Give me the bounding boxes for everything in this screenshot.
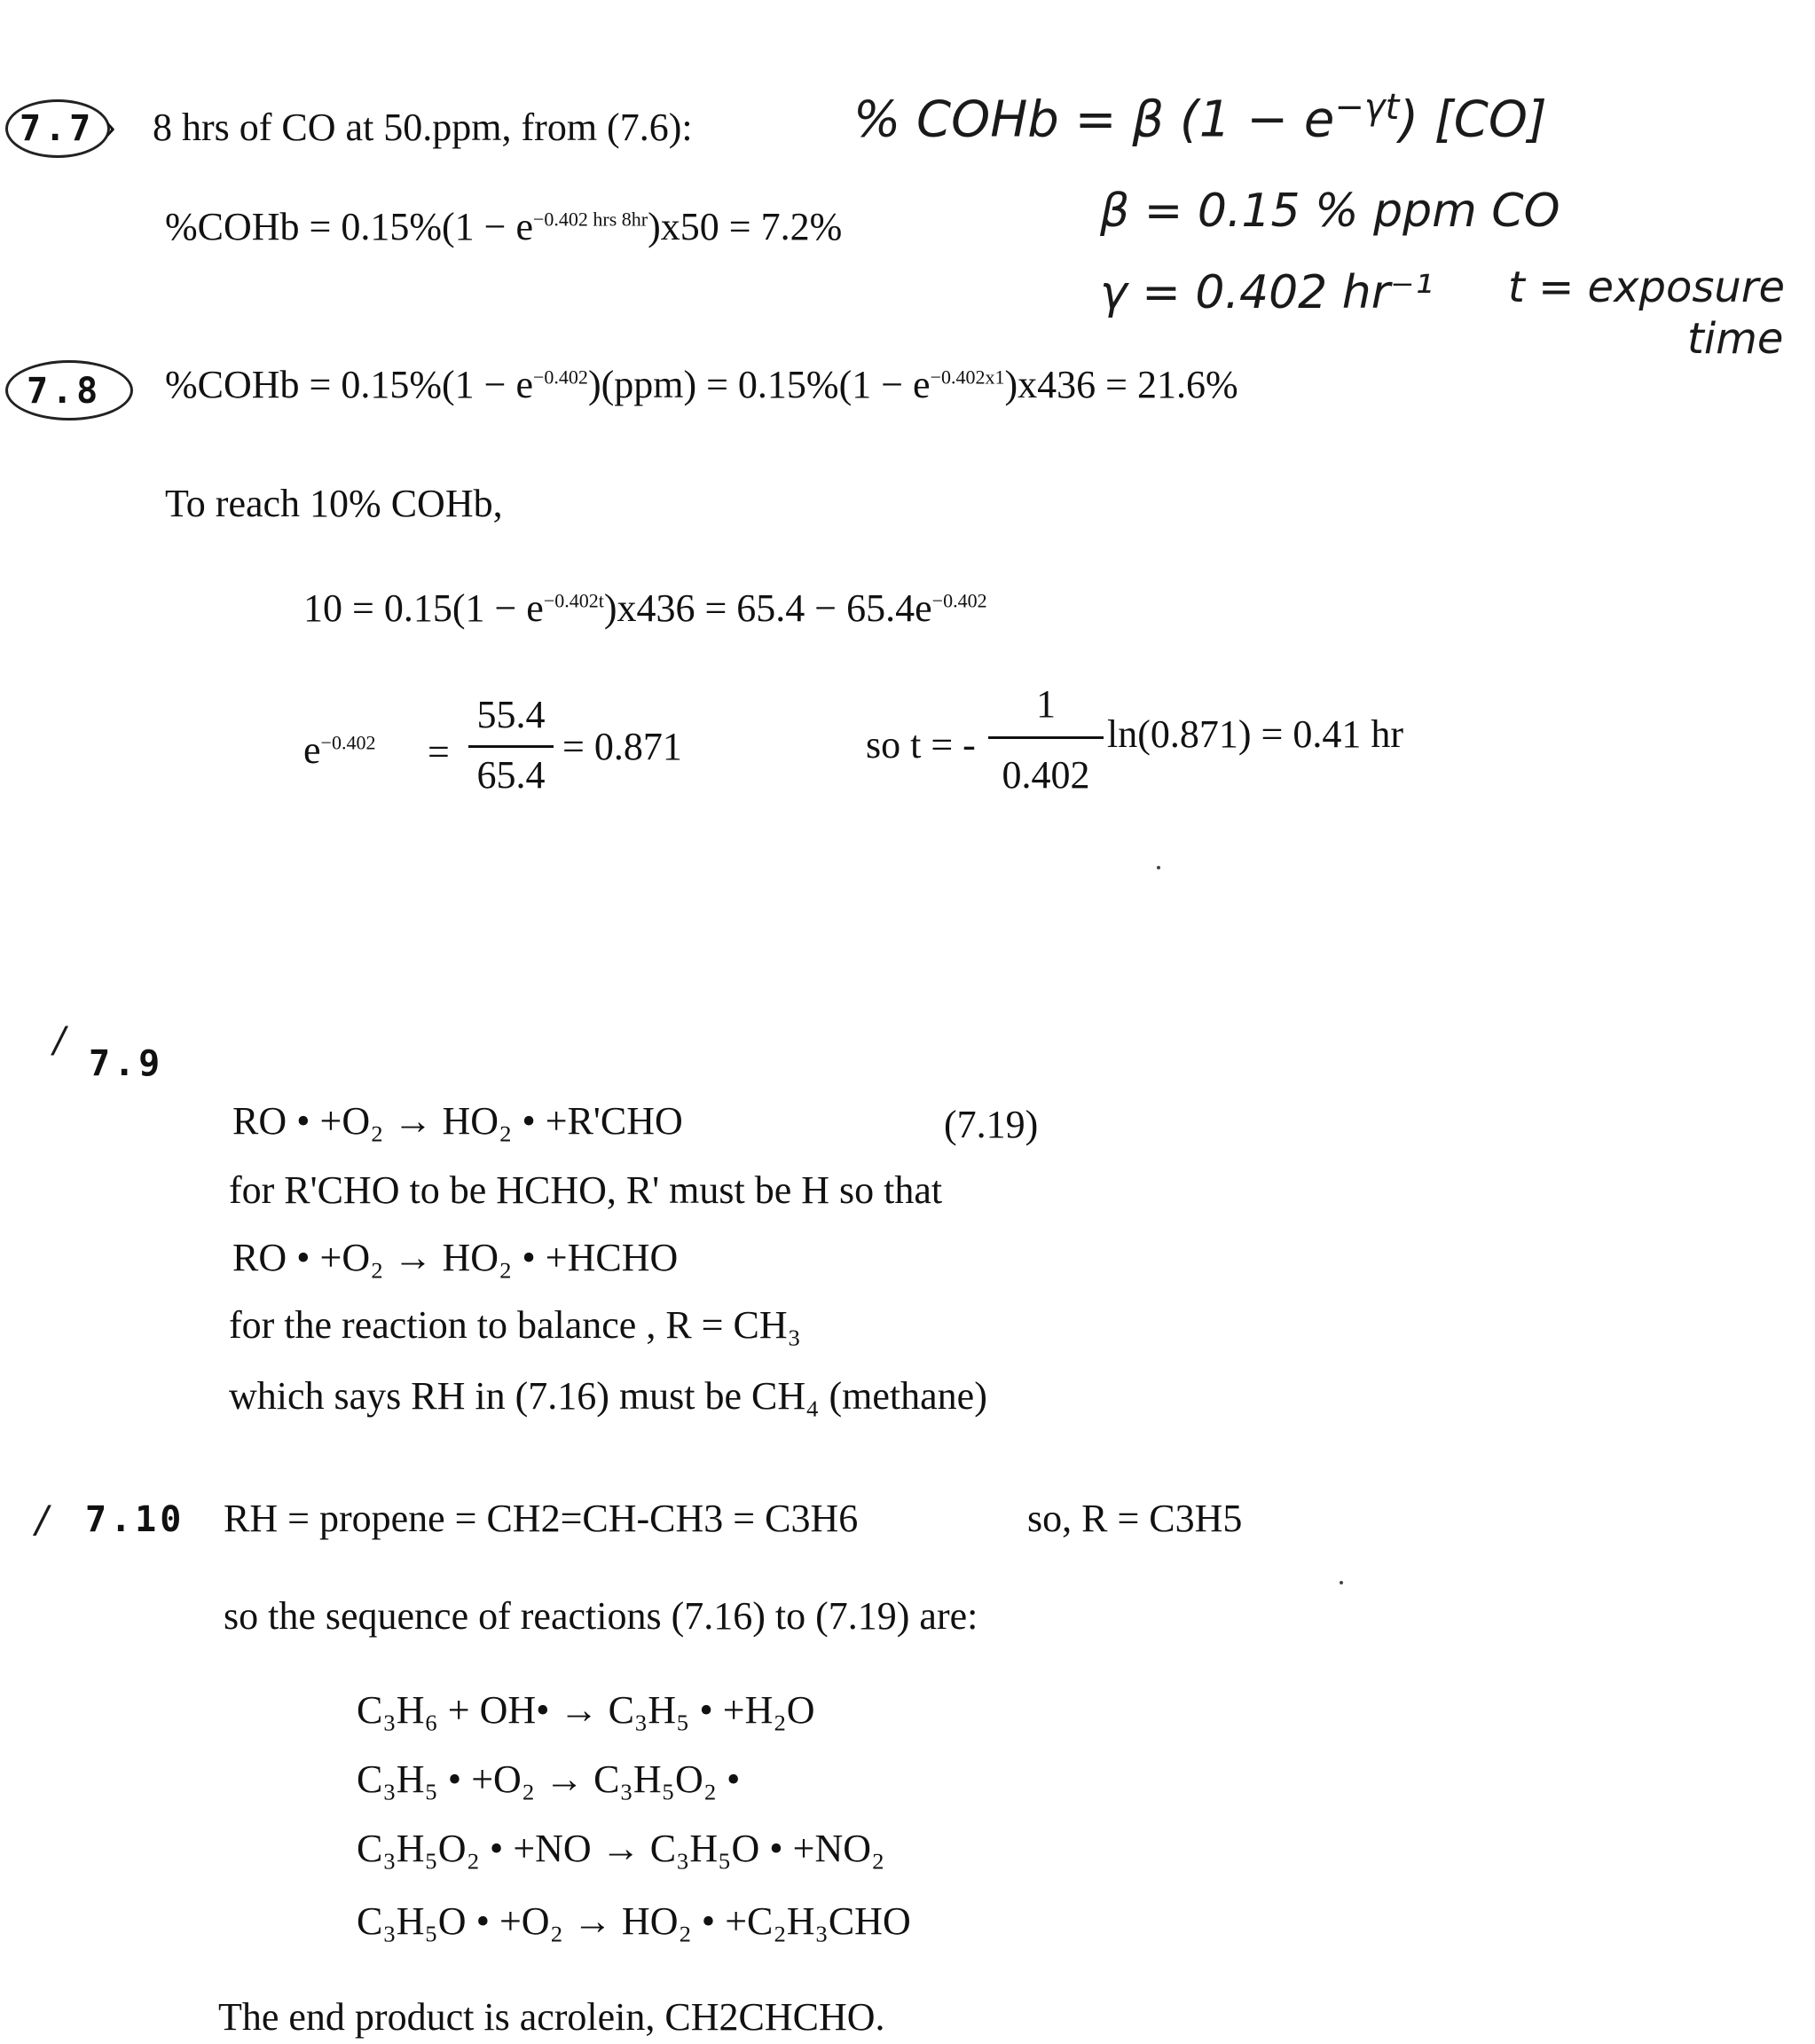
problem-number-7-9: 7.9 [89, 1043, 164, 1084]
problem-7-7-intro: 8 hrs of CO at 50.ppm, from (7.6): [153, 106, 693, 149]
stray-mark [1157, 866, 1160, 869]
problem-7-9-line-4: for the reaction to balance , R = CH₃ [229, 1303, 801, 1347]
eq-7-8-exp2: −0.402x1 [930, 366, 1005, 389]
eq2-exp1: −0.402t [543, 589, 604, 612]
handwritten-time: time [1687, 314, 1784, 364]
reaction-7-19: RO • +O₂ → HO₂ • +R'CHO [232, 1099, 683, 1143]
problem-7-10-line-1-tail: so, R = C3H5 [1027, 1497, 1243, 1540]
propene-reaction-2: C₃H₅ • +O₂ → C₃H₅O₂ • [357, 1757, 741, 1801]
handwritten-formula [853, 87, 1547, 149]
eq3-numerator: 55.4 [476, 693, 546, 736]
problem-7-10-line-2: so the sequence of reactions (7.16) to (7.19) are: [224, 1594, 978, 1638]
eq3-equals: = [428, 730, 450, 774]
eq3-lhs-base: e [303, 728, 321, 772]
eq2-main: 10 = 0.15(1 − e [303, 586, 544, 630]
eq3-fraction [468, 692, 554, 807]
eq3-lhs-exp: −0.402 [320, 731, 376, 754]
handwritten-gamma: γ = 0.402 hr⁻¹ [1100, 266, 1434, 319]
eq4-tail: ln(0.871) = 0.41 hr [1107, 712, 1403, 756]
problem-7-8-equation [165, 362, 1238, 407]
eq3-denominator: 65.4 [476, 753, 546, 797]
eq2-mid: )x436 = 65.4 − 65.4e [603, 586, 932, 630]
reaction-7-19-ref: (7.19) [944, 1103, 1039, 1146]
eq-7-8-exp1: −0.402 [533, 366, 588, 389]
eq3-result: = 0.871 [562, 725, 682, 768]
problem-7-10-check-mark: / [35, 1498, 49, 1541]
eq3-fraction-bar [468, 745, 554, 748]
eq3-lhs [303, 727, 375, 773]
eq-7-7-main: %COHb = 0.15%(1 − e [165, 205, 534, 248]
propene-reaction-3: C₃H₅O₂ • +NO → C₃H₅O • +NO₂ [357, 1827, 885, 1870]
problem-7-9-check-mark: / [53, 1020, 66, 1061]
eq4-numerator: 1 [1036, 682, 1056, 726]
propene-reaction-4: C₃H₅O • +O₂ → HO₂ • +C₂H₃CHO [357, 1899, 911, 1943]
problem-7-8-reach: To reach 10% COHb, [165, 482, 503, 525]
eq4-fraction-bar [988, 736, 1104, 739]
problem-7-9-line-5: which says RH in (7.16) must be CH₄ (methane) [229, 1374, 987, 1418]
eq-7-8-mid: )(ppm) = 0.15%(1 − e [587, 363, 931, 406]
problem-7-7-arrow-mark: › [105, 106, 117, 145]
problem-number-7-8: 7.8 [27, 371, 102, 412]
eq-7-8-main: %COHb = 0.15%(1 − e [165, 363, 534, 406]
problem-7-8-equation-2 [303, 586, 987, 631]
problem-7-10-line-1: RH = propene = CH2=CH-CH3 = C3H6 [224, 1497, 859, 1540]
handwritten-formula-main: % COHb = β (1 − e [853, 90, 1335, 149]
problem-7-9-reaction-2: RO • +O₂ → HO₂ • +HCHO [232, 1236, 679, 1279]
handwritten-beta: β = 0.15 % ppm CO [1100, 185, 1560, 238]
problem-7-9-line-2: for R'CHO to be HCHO, R' must be H so that [229, 1168, 943, 1212]
problem-number-7-10: 7.10 [85, 1499, 185, 1540]
problem-number-7-7: 7.7 [20, 108, 95, 149]
handwritten-formula-tail: ) [CO] [1399, 90, 1547, 149]
eq4-prefix: so t = - [866, 723, 976, 766]
eq-7-7-exponent: −0.402 hrs 8hr [533, 208, 648, 231]
handwritten-formula-exp: −γt [1334, 87, 1400, 128]
propene-reaction-1: C₃H₆ + OH• → C₃H₅ • +H₂O [357, 1688, 815, 1732]
eq4-fraction [988, 681, 1104, 797]
problem-7-10-conclusion: The end product is acrolein, CH2CHCHO. [218, 1995, 885, 2039]
handwritten-t-definition: t = exposure [1508, 263, 1786, 312]
eq4-denominator: 0.402 [1002, 753, 1090, 797]
eq2-exp2: −0.402 [931, 589, 987, 612]
problem-7-7-equation [165, 204, 842, 249]
eq-7-7-tail: )x50 = 7.2% [648, 205, 843, 248]
stray-mark-2 [1340, 1581, 1343, 1584]
eq-7-8-tail: )x436 = 21.6% [1004, 363, 1238, 406]
